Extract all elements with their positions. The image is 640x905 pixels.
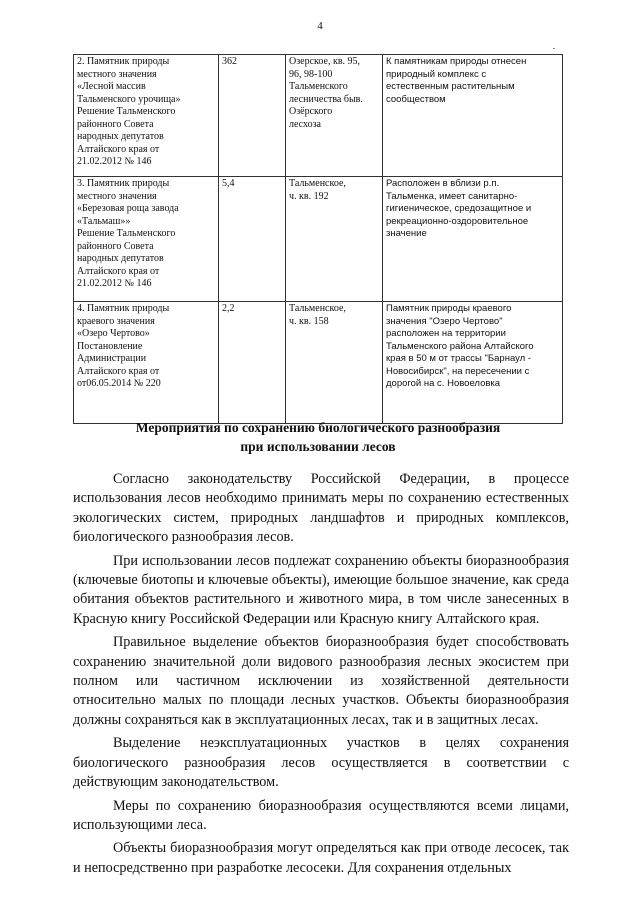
- paragraph: При использовании лесов подлежат сохранению объекты биоразнообразия (ключевые биотопы и ключевые объекты), имеющие большое значение, как среда обитания объектов растительного и животного мира, в том числе занесенных в Красную книгу Российской Федерации или Красную книгу Алтайского края.: [73, 552, 569, 627]
- monument-name-cell: 3. Памятник природы местного значения «Березовая роща завода «Тальмаш»» Решение Тальменского районного Совета народных депутатов Алтайского края от 21.02.2012 № 146: [74, 177, 219, 302]
- paragraph: Правильное выделение объектов биоразнообразия будет способствовать сохранению значительной доли видового разнообразия лесных экосистем при полном или частичном исключении из хозяйственной деятельности относительно малых по площади лесных участков. Объекты биоразнообразия должны сохраняться как в эксплуатационных лесах, так и в защитных лесах.: [73, 634, 569, 728]
- monument-name-cell: 2. Памятник природы местного значения «Лесной массив Тальменского урочища» Решение Тальменского районного Совета народных депутатов Алтайского края от 21.02.2012 № 146: [74, 55, 219, 177]
- monument-description-cell: Памятник природы краевого значения "Озеро Чертово" расположен на территории Тальменского района Алтайского края в 50 м от трассы "Барнаул - Новосибирск", на пересечении с дорогой на с. Новоеловка: [383, 302, 563, 424]
- monument-location-cell: Озерское, кв. 95, 96, 98-100 Тальменского лесничества быв. Озёрского лесхоза: [286, 55, 383, 177]
- paragraph: Объекты биоразнообразия могут определяться как при отводе лесосек, так и непосредственно при разработке лесосеки. Для сохранения отдельных: [73, 840, 569, 876]
- monument-area-cell: 362: [219, 55, 286, 177]
- paragraph: Согласно законодательству Российской Федерации, в процессе использования лесов необходимо принимать меры по сохранению естественных экологических систем, природных ландшафтов и природных комплексов, биологического разнообразия лесов.: [73, 471, 569, 546]
- table-row: [74, 55, 563, 177]
- monument-name-cell: 4. Памятник природы краевого значения «Озеро Чертово» Постановление Администрации Алтайского края от от06.05.2014 № 220: [74, 302, 219, 424]
- page-number: 4: [317, 20, 323, 32]
- section-heading-line-2: при использовании лесов: [240, 439, 396, 454]
- paragraph: Меры по сохранению биоразнообразия осуществляются всеми лицами, использующими леса.: [73, 797, 569, 833]
- nature-monuments-table: [73, 54, 563, 424]
- monument-location-cell: Тальменское, ч. кв. 192: [286, 177, 383, 302]
- scan-mark: [553, 48, 555, 49]
- monument-area-cell: 5,4: [219, 177, 286, 302]
- body-text: [73, 470, 569, 882]
- section-heading: [73, 418, 563, 456]
- monument-description-cell: К памятникам природы отнесен природный комплекс с естественным растительным сообществом: [383, 55, 563, 177]
- section-heading-line-1: Мероприятия по сохранению биологического разнообразия: [135, 420, 501, 435]
- monument-location-cell: Тальменское, ч. кв. 158: [286, 302, 383, 424]
- table-row: [74, 302, 563, 424]
- monument-description-cell: Расположен в вблизи р.п. Тальменка, имеет санитарно- гигиеническое, средозащитное и рекреационно-оздоровительное значение: [383, 177, 563, 302]
- monument-area-cell: 2,2: [219, 302, 286, 424]
- table-row: [74, 177, 563, 302]
- paragraph: Выделение неэксплуатационных участков в целях сохранения биологического разнообразия лесов осуществляется в соответствии с действующим законодательством.: [73, 735, 569, 791]
